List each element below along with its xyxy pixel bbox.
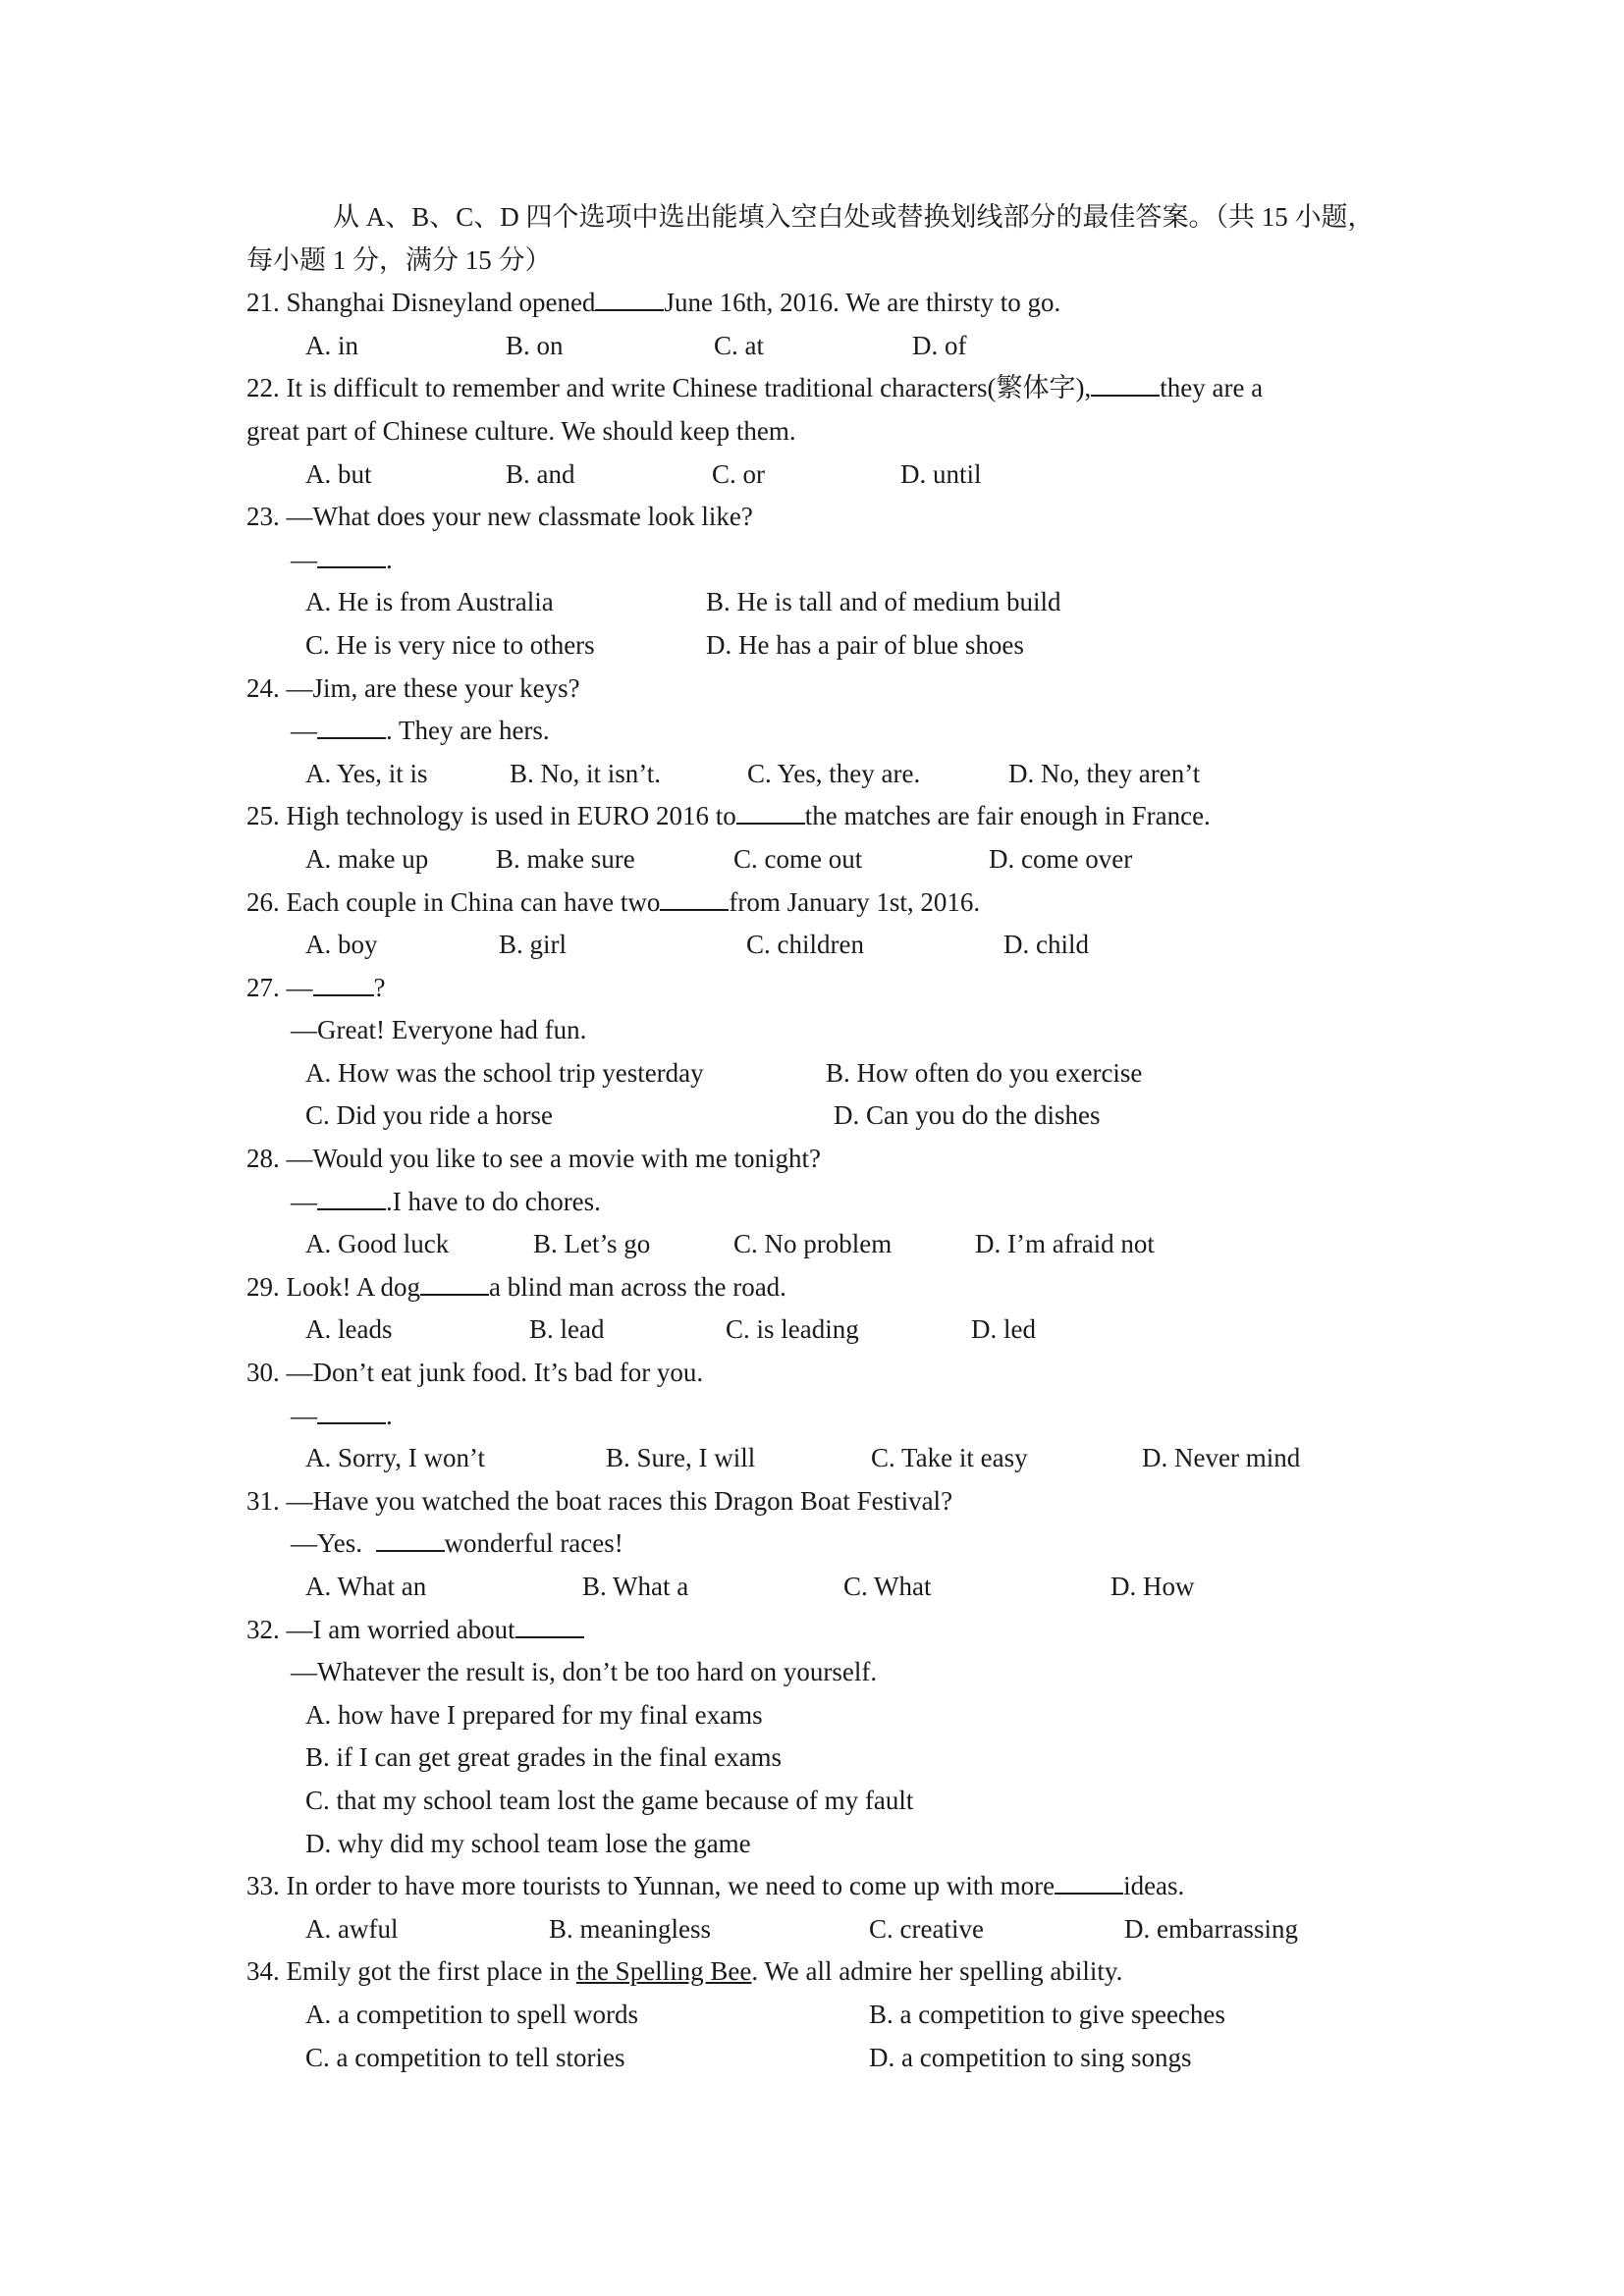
answer-blank (376, 1549, 445, 1552)
question-29: 29. Look! A dog a blind man across the road. (246, 1271, 786, 1302)
answer-blank (317, 736, 386, 739)
question-31: 31. —Have you watched the boat races this Dragon Boat Festival? (246, 1485, 953, 1516)
question-33: 33. In order to have more tourists to Yunnan, we need to come up with more ideas. (246, 1871, 1185, 1901)
options-25 (246, 838, 1395, 881)
options-22 (246, 454, 1395, 497)
option: B. meaningless (549, 1913, 711, 1944)
instructions: 从 A、B、C、D 四个选项中选出能填入空白处或替换划线部分的最佳答案。（共 15 小题，每小题 1 分，满分 15 分） (246, 202, 1375, 275)
option: B. What a (582, 1572, 689, 1601)
answer-blank (313, 993, 374, 996)
options-34b (246, 2037, 1395, 2080)
question-21: 21. Shanghai Disneyland opened June 16th, 2016. We are thirsty to go. (246, 288, 1061, 318)
option: C. at (714, 330, 764, 360)
option: C. What (843, 1572, 932, 1601)
option: C. a competition to tell stories (305, 2042, 625, 2072)
options-27 (246, 1052, 1395, 1095)
option: A. What an (305, 1572, 427, 1601)
option: C. Yes, they are. (747, 758, 921, 788)
option: A. how have I prepared for my final exams (305, 1699, 763, 1730)
answer-blank (420, 1293, 489, 1296)
option: D. Never mind (1142, 1443, 1301, 1473)
answer-blank (1091, 394, 1160, 397)
option: D. come over (989, 843, 1133, 874)
question-23: 23. —What does your new classmate look like? (246, 502, 753, 532)
option: B. lead (529, 1314, 605, 1345)
answer-31: —Yes. wonderful races! (291, 1528, 623, 1559)
answer-24: — . They are hers. (291, 716, 550, 746)
option: B. on (506, 330, 564, 360)
option: B. No, it isn’t. (510, 758, 662, 788)
options-21 (246, 325, 1395, 368)
option: B. He is tall and of medium build (706, 587, 1061, 617)
option: A. How was the school trip yesterday (305, 1057, 704, 1088)
option: D. a competition to sing songs (869, 2042, 1192, 2072)
options-30 (246, 1437, 1395, 1480)
option: B. make sure (496, 843, 635, 874)
question-28: 28. —Would you like to see a movie with me tonight? (246, 1144, 821, 1174)
option: B. girl (499, 930, 568, 960)
option: B. and (506, 458, 575, 489)
answer-blank (515, 1635, 584, 1638)
option: B. Let’s go (533, 1229, 651, 1259)
answer-27: —Great! Everyone had fun. (291, 1015, 587, 1045)
question-22-cont: great part of Chinese culture. We should keep them. (246, 415, 796, 446)
answer-blank (317, 1421, 386, 1424)
exam-page (246, 196, 1395, 2079)
answer-blank (1055, 1892, 1123, 1895)
option: A. but (305, 458, 372, 489)
option: D. led (971, 1314, 1036, 1345)
question-26: 26. Each couple in China can have two from January 1st, 2016. (246, 886, 981, 917)
question-34: 34. Emily got the first place in the Spelling Bee. We all admire her spelling ability. (246, 1956, 1123, 1987)
option: D. of (912, 330, 967, 360)
options-24 (246, 753, 1395, 796)
option: D. How (1110, 1572, 1195, 1601)
option: C. He is very nice to others (305, 629, 595, 660)
option: B. a competition to give speeches (869, 1999, 1225, 2029)
option: D. No, they aren’t (1008, 758, 1201, 788)
option: D. I’m afraid not (975, 1229, 1155, 1259)
option: B. Sure, I will (606, 1443, 756, 1473)
answer-32: —Whatever the result is, don’t be too hard on yourself. (291, 1657, 878, 1687)
question-30: 30. —Don’t eat junk food. It’s bad for you. (246, 1358, 704, 1388)
option: C. creative (869, 1913, 984, 1944)
question-24: 24. —Jim, are these your keys? (246, 672, 580, 703)
options-28 (246, 1223, 1395, 1266)
option: A. He is from Australia (305, 587, 554, 617)
options-26 (246, 924, 1395, 967)
option: D. until (900, 458, 982, 489)
option: A. awful (305, 1913, 399, 1944)
option: A. a competition to spell words (305, 1999, 638, 2029)
underlined-phrase: the Spelling Bee (575, 1956, 752, 1987)
question-27: 27. — ? (246, 972, 386, 1002)
answer-blank (317, 1207, 386, 1210)
answer-blank (317, 565, 386, 568)
options-29 (246, 1308, 1395, 1352)
answer-blank (595, 308, 664, 311)
option: C. is leading (726, 1314, 859, 1345)
question-32: 32. —I am worried about (246, 1609, 1395, 1652)
options-34 (246, 1994, 1395, 2037)
option: C. or (712, 458, 765, 489)
option: B. How often do you exercise (826, 1057, 1143, 1088)
option: C. Take it easy (871, 1443, 1028, 1473)
options-33 (246, 1908, 1395, 1951)
options-31 (246, 1566, 1395, 1609)
answer-blank (660, 908, 729, 911)
option: C. come out (733, 843, 863, 874)
option: D. He has a pair of blue shoes (706, 629, 1024, 660)
option: B. if I can get great grades in the final exams (305, 1742, 783, 1773)
option: C. children (746, 930, 864, 960)
options-23 (246, 581, 1395, 624)
option: C. Did you ride a horse (305, 1100, 553, 1131)
answer-23: — . (291, 544, 393, 574)
option: A. Good luck (305, 1229, 450, 1259)
question-22: 22. It is difficult to remember and write Chinese traditional characters(繁体字), they are a (246, 373, 1264, 403)
option: A. Yes, it is (305, 758, 428, 788)
options-23b (246, 624, 1395, 667)
option: A. Sorry, I won’t (305, 1443, 485, 1473)
option: D. embarrassing (1124, 1913, 1298, 1944)
option: A. in (305, 330, 358, 360)
answer-30: — . (291, 1400, 393, 1430)
option: A. leads (305, 1314, 393, 1345)
answer-blank (736, 822, 805, 825)
option: D. why did my school team lose the game (305, 1828, 751, 1858)
option: A. boy (305, 930, 378, 960)
option: C. that my school team lost the game because of my fault (305, 1785, 914, 1815)
options-27b (246, 1095, 1395, 1138)
option: C. No problem (733, 1229, 893, 1259)
option: A. make up (305, 843, 429, 874)
question-25: 25. High technology is used in EURO 2016 to the matches are fair enough in France. (246, 801, 1211, 831)
option: D. Can you do the dishes (834, 1100, 1101, 1131)
answer-28: — .I have to do chores. (291, 1186, 601, 1216)
option: D. child (1003, 930, 1089, 960)
